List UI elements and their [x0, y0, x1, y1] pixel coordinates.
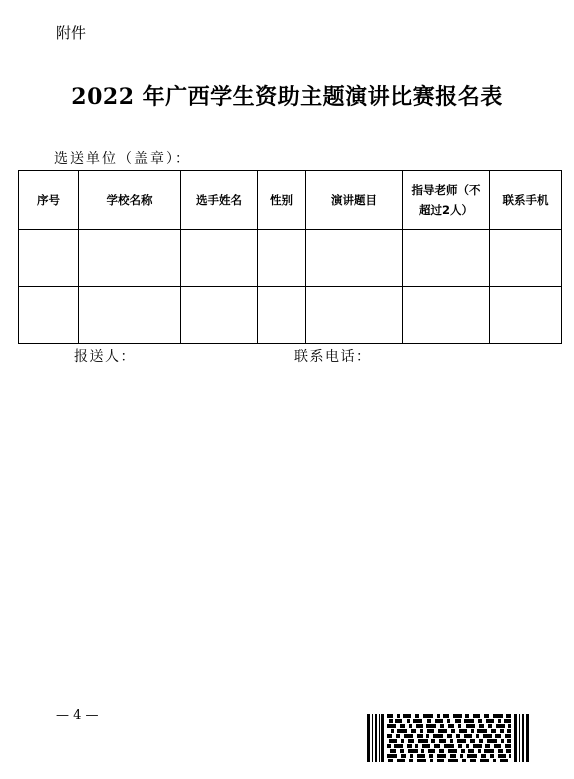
contact-phone-label: 联系电话： — [294, 349, 372, 365]
header-advisor-line-2: 超过2人） — [418, 203, 473, 217]
header-speech-topic: 演讲题目 — [306, 171, 403, 230]
header-school-name: 学校名称 — [79, 171, 181, 230]
table-cell[interactable] — [258, 287, 306, 344]
table-cell[interactable] — [306, 287, 403, 344]
barcode-icon — [367, 714, 529, 762]
table-row — [19, 230, 562, 287]
attachment-label: 附件 — [56, 24, 87, 42]
table-header-row — [19, 171, 562, 230]
table-cell[interactable] — [490, 287, 562, 344]
header-contact-phone: 联系手机 — [490, 171, 562, 230]
header-serial-number: 序号 — [19, 171, 79, 230]
footer-fields — [74, 346, 372, 366]
table-cell[interactable] — [79, 287, 181, 344]
table-cell[interactable] — [306, 230, 403, 287]
header-advisor — [403, 171, 490, 230]
header-gender: 性别 — [258, 171, 306, 230]
table-cell[interactable] — [490, 230, 562, 287]
submitting-unit-label: 选送单位（盖章）： — [54, 151, 191, 167]
table-cell[interactable] — [403, 230, 490, 287]
submitter-label: 报送人： — [74, 349, 136, 365]
header-advisor-line-1: 指导老师（不 — [411, 183, 481, 197]
table-row — [19, 287, 562, 344]
table-cell[interactable] — [19, 287, 79, 344]
table-cell[interactable] — [181, 230, 258, 287]
table-cell[interactable] — [79, 230, 181, 287]
table-cell[interactable] — [403, 287, 490, 344]
table-cell[interactable] — [258, 230, 306, 287]
registration-table — [18, 170, 562, 344]
table-cell[interactable] — [181, 287, 258, 344]
table-cell[interactable] — [19, 230, 79, 287]
page-number: — 4 — — [56, 708, 99, 723]
header-contestant-name: 选手姓名 — [181, 171, 258, 230]
document-title: 2022 年广西学生资助主题演讲比赛报名表 — [71, 84, 503, 110]
